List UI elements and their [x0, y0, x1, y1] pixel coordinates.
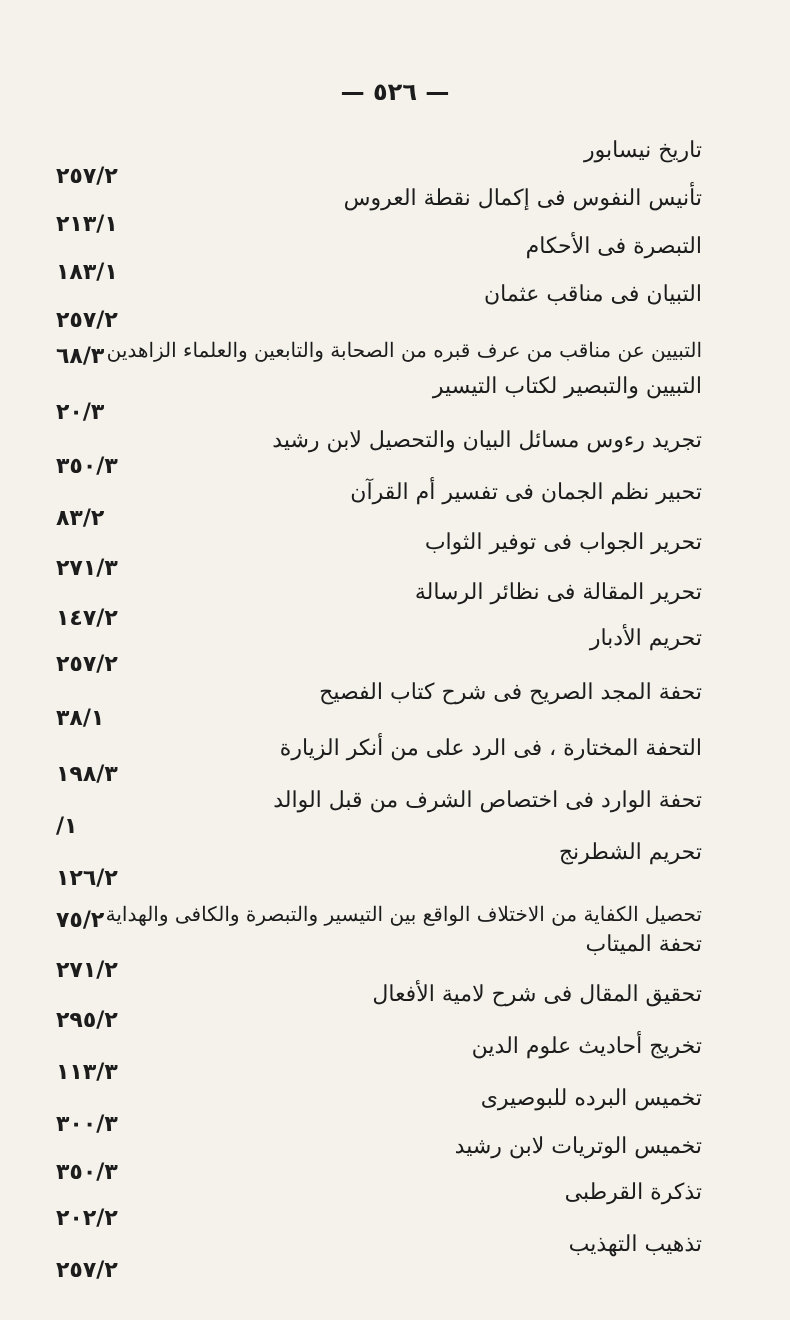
entry-reference: ١٤٧/٢ [56, 606, 118, 631]
entry-title: التحفة المختارة ، فى الرد على من أنكر الزيارة [279, 736, 702, 761]
entry-title: تخميس البرده للبوصيرى [480, 1086, 702, 1111]
entry-title: تجريد رءوس مسائل البيان والتحصيل لابن رشيد [272, 428, 702, 453]
entry-reference: ١٩٨/٣ [56, 762, 118, 787]
index-entry [0, 982, 790, 1042]
index-entry [0, 626, 790, 686]
entry-title: تحبير نظم الجمان فى تفسير أم القرآن [350, 480, 702, 505]
entry-title: تحفة الميتاب [585, 932, 702, 957]
entry-title: تذكرة القرطبى [564, 1180, 702, 1205]
entry-title: تحفة المجد الصريح فى شرح كتاب الفصيح [319, 680, 702, 705]
index-entry [0, 428, 790, 488]
entry-reference: ٢٠/٣ [56, 400, 105, 425]
index-entry [0, 1034, 790, 1094]
entry-reference: ٢٧١/٢ [56, 958, 118, 983]
entry-reference: /١ [56, 814, 78, 839]
entry-title: تأنيس النفوس فى إكمال نقطة العروس [343, 186, 702, 211]
index-entry [0, 374, 790, 434]
index-entry [0, 680, 790, 740]
entry-reference: ٢٥٧/٢ [56, 1258, 118, 1283]
entry-title: تحرير الجواب فى توفير الثواب [424, 530, 702, 555]
index-entry [0, 788, 790, 848]
entry-reference: ٦٨/٣ [56, 344, 105, 369]
entry-title: التبصرة فى الأحكام [525, 234, 702, 259]
entry-reference: ١٨٣/١ [56, 260, 118, 285]
index-entry [0, 282, 790, 342]
entry-title: تحقيق المقال فى شرح لامية الأفعال [372, 982, 702, 1007]
entry-reference: ٢٥٧/٢ [56, 308, 118, 333]
entry-title: التبيين عن مناقب من عرف قبره من الصحابة والتابعين والعلماء الزاهدين [106, 338, 702, 362]
entry-title: تحريم الأدبار [589, 626, 702, 651]
page-number: — ٥٢٦ — [340, 78, 450, 106]
index-entry [0, 840, 790, 900]
entry-title: تاريخ نيسابور [584, 138, 702, 163]
entry-title: تذهيب التهذيب [568, 1232, 702, 1257]
entry-reference: ٣٠٠/٣ [56, 1112, 118, 1137]
entry-reference: ٣٨/١ [56, 706, 105, 731]
entry-title: تحصيل الكفاية من الاختلاف الواقع بين التيسير والتبصرة والكافى والهداية [105, 902, 702, 926]
entry-reference: ١١٣/٣ [56, 1060, 118, 1085]
entry-title: تحفة الوارد فى اختصاص الشرف من قبل الوالد [273, 788, 702, 813]
index-entry [0, 1232, 790, 1292]
entry-reference: ٧٥/٢ [56, 908, 105, 933]
index-entry [0, 1180, 790, 1240]
entry-reference: ٢٧١/٣ [56, 556, 118, 581]
entry-reference: ٢١٣/١ [56, 212, 118, 237]
entry-reference: ٨٣/٢ [56, 506, 105, 531]
entry-reference: ٢٠٢/٢ [56, 1206, 118, 1231]
entry-title: تحريم الشطرنج [558, 840, 702, 865]
index-entry [0, 736, 790, 796]
entry-title: تخريج أحاديث علوم الدين [471, 1034, 702, 1059]
entry-title: التبيان فى مناقب عثمان [483, 282, 702, 307]
entry-title: تخميس الوتريات لابن رشيد [454, 1134, 702, 1159]
entry-title: التبيين والتبصير لكتاب التيسير [432, 374, 702, 399]
entry-reference: ٢٥٧/٢ [56, 164, 118, 189]
entry-reference: ٢٩٥/٢ [56, 1008, 118, 1033]
entry-reference: ٣٥٠/٣ [56, 1160, 118, 1185]
entry-reference: ٢٥٧/٢ [56, 652, 118, 677]
entry-title: تحرير المقالة فى نظائر الرسالة [414, 580, 702, 605]
entry-reference: ١٢٦/٢ [56, 866, 118, 891]
entry-reference: ٣٥٠/٣ [56, 454, 118, 479]
